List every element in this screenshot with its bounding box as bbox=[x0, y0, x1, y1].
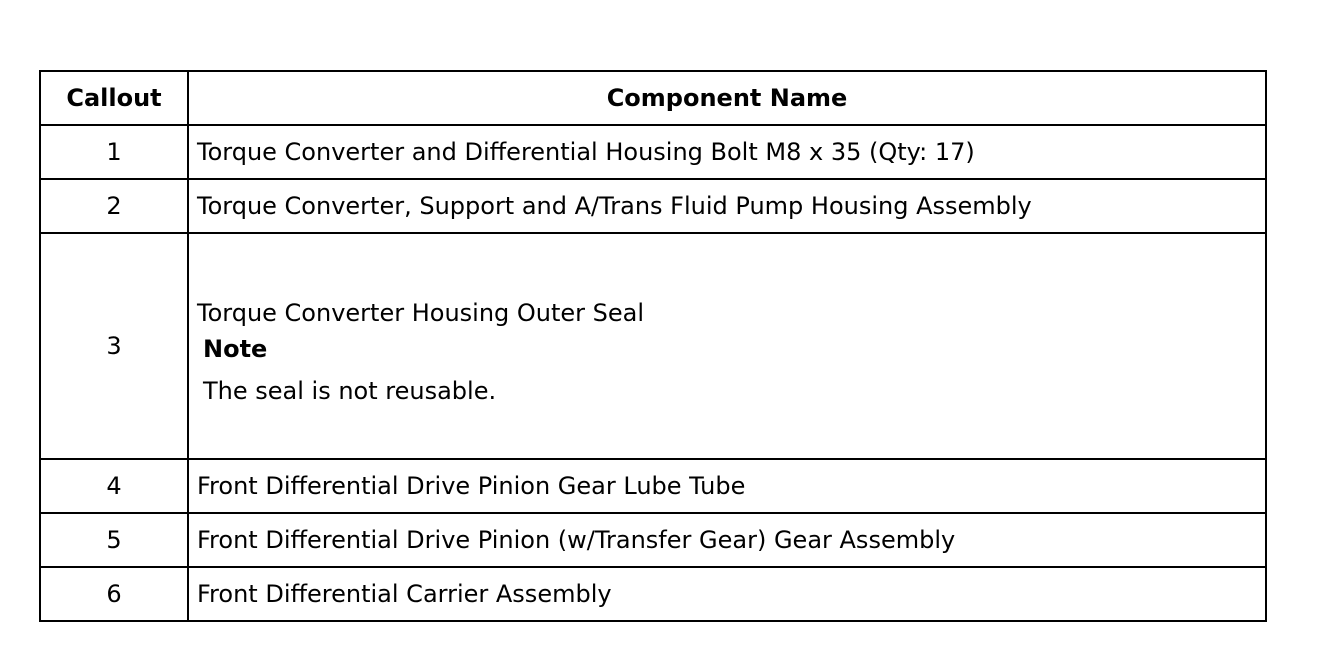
callout-number: 1 bbox=[40, 125, 188, 179]
note-title: Note bbox=[203, 335, 268, 363]
callout-number: 4 bbox=[40, 459, 188, 513]
component-name: Front Differential Drive Pinion (w/Transfer Gear) Gear Assembly bbox=[188, 513, 1266, 567]
component-name: Front Differential Drive Pinion Gear Lube Tube bbox=[188, 459, 1266, 513]
table-row bbox=[40, 179, 1266, 233]
note-block bbox=[197, 335, 1265, 405]
component-name: Torque Converter, Support and A/Trans Fluid Pump Housing Assembly bbox=[188, 179, 1266, 233]
component-name-with-note bbox=[188, 233, 1266, 459]
component-table bbox=[39, 70, 1267, 622]
callout-number: 6 bbox=[40, 567, 188, 621]
component-name: Torque Converter and Differential Housing Bolt M8 x 35 (Qty: 17) bbox=[188, 125, 1266, 179]
component-name: Torque Converter Housing Outer Seal bbox=[197, 299, 645, 327]
table-header-row bbox=[40, 71, 1266, 125]
callout-number: 3 bbox=[40, 233, 188, 459]
header-component-name: Component Name bbox=[188, 71, 1266, 125]
note-text: The seal is not reusable. bbox=[203, 377, 497, 405]
table-row bbox=[40, 233, 1266, 459]
table-row bbox=[40, 459, 1266, 513]
table-row bbox=[40, 567, 1266, 621]
table-row bbox=[40, 125, 1266, 179]
header-callout: Callout bbox=[40, 71, 188, 125]
callout-number: 5 bbox=[40, 513, 188, 567]
component-name: Front Differential Carrier Assembly bbox=[188, 567, 1266, 621]
callout-number: 2 bbox=[40, 179, 188, 233]
table-row bbox=[40, 513, 1266, 567]
